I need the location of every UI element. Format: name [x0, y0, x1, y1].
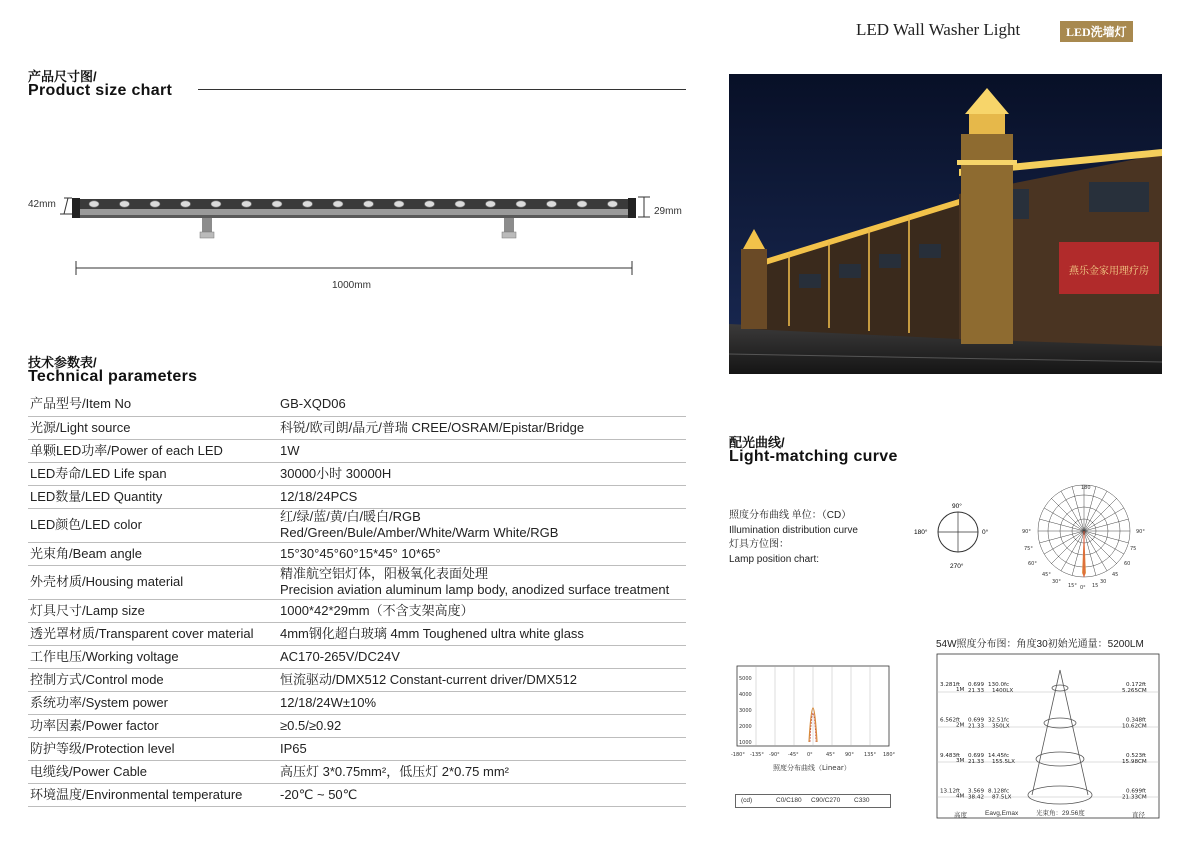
cone-value: 38.42 [968, 794, 985, 801]
linear-ytick: 5000 [739, 676, 752, 682]
param-value [278, 737, 686, 760]
param-row [28, 691, 686, 714]
param-key: 灯具尺寸/Lamp size [28, 599, 278, 622]
polar-label: 45° [1042, 572, 1051, 578]
cone-value: 0.699 [968, 717, 985, 724]
param-key: 光束角/Beam angle [28, 542, 278, 565]
cone-value: 0.523ft [1126, 753, 1147, 759]
param-value-line1: AC170-265V/DC24V [280, 648, 400, 664]
linear-xtick: -90° [769, 752, 780, 758]
param-key: 光源/Light source [28, 416, 278, 439]
polar-label: 0° [1080, 585, 1086, 591]
cone-value: 0.699ft [1126, 788, 1147, 795]
param-value-line1: 4mm钢化超白玻璃 4mm Toughened ultra white glass [280, 625, 584, 641]
param-value [278, 760, 686, 783]
linear-ytick: 3000 [739, 708, 752, 714]
dim-length: 1000mm [332, 280, 371, 291]
curve-heading-cn: 配光曲线/ [729, 435, 785, 450]
param-row [28, 737, 686, 760]
tech-heading-cn: 技术参数表/ [28, 355, 97, 370]
param-value [278, 565, 686, 599]
linear-xtick: 180° [883, 752, 896, 758]
cone-foot-height: 高度 [954, 812, 967, 819]
legend-cd: (cd) [741, 797, 753, 804]
led-dot [303, 201, 313, 207]
param-value-line1: 红/绿/蓝/黄/白/暖白/RGB [280, 509, 421, 524]
param-row [28, 439, 686, 462]
param-key: 防护等级/Protection level [28, 737, 278, 760]
param-value-line1: 科锐/欧司朗/晶元/普瑞 CREE/OSRAM/Epistar/Bridge [280, 419, 585, 435]
param-key: 透光罩材质/Transparent cover material [28, 622, 278, 645]
tech-heading-en: Technical parameters [28, 368, 198, 385]
product-size-heading-en: Product size chart [28, 82, 173, 99]
param-row [28, 462, 686, 485]
cone-value: 2M [956, 722, 965, 729]
param-key: 电缆线/Power Cable [28, 760, 278, 783]
polar-label: 60 [1124, 561, 1131, 567]
legend-c90: C90/C270 [811, 797, 841, 804]
dim-height-left: 42mm [28, 199, 56, 210]
linear-chart [731, 664, 901, 774]
led-dot [516, 201, 526, 207]
param-key: 产品型号/Item No [28, 393, 278, 416]
param-row [28, 542, 686, 565]
cone-value: 21.33 [968, 723, 985, 730]
polar-label: 30° [1052, 579, 1061, 585]
pos-top: 90° [952, 503, 962, 510]
led-dot [547, 201, 557, 207]
cone-value: 87.5LX [992, 794, 1012, 801]
illum-en: Illumination distribution curve [729, 525, 858, 536]
cone-value: 6.562ft [940, 717, 961, 724]
cone-value: 0.172ft [1126, 682, 1147, 688]
param-value [278, 416, 686, 439]
cone-value: 13.12ft [940, 788, 961, 795]
param-key: 功率因素/Power factor [28, 714, 278, 737]
param-key: 工作电压/Working voltage [28, 645, 278, 668]
polar-label: 45 [1112, 572, 1119, 578]
curve-heading-en: Light-matching curve [729, 448, 898, 465]
cone-value: 21.33 [968, 688, 985, 694]
param-value-line1: ≥0.5/≥0.92 [280, 717, 342, 733]
linear-ytick: 4000 [739, 692, 752, 698]
param-value [278, 508, 686, 542]
linear-xtick: 0° [807, 752, 813, 758]
param-value-line1: 1W [280, 442, 300, 458]
linear-xtick: 45° [826, 752, 835, 758]
polar-label: 90° [1136, 529, 1145, 535]
heading-rule [198, 89, 686, 90]
linear-legend [735, 794, 891, 808]
polar-label: 75 [1130, 546, 1137, 552]
param-row [28, 416, 686, 439]
param-key: 环境温度/Environmental temperature [28, 783, 278, 806]
pos-right: 0° [982, 529, 989, 536]
cone-value: 21.33 [968, 759, 985, 765]
polar-spoke [1084, 498, 1117, 531]
param-row [28, 599, 686, 622]
linear-ytick: 2000 [739, 724, 752, 730]
linear-ytick: 1000 [739, 740, 752, 746]
led-dot [425, 201, 435, 207]
cone-value: 1400LX [992, 688, 1014, 694]
param-row [28, 760, 686, 783]
param-key: 外壳材质/Housing material [28, 565, 278, 599]
led-dot [181, 201, 191, 207]
param-value-line1: 12/18/24PCS [280, 488, 358, 504]
legend-c330: C330 [854, 797, 870, 804]
building-photo [729, 74, 1162, 374]
led-dot [211, 201, 221, 207]
cone-value: 3.569 [968, 788, 985, 795]
billboard-text: 燕乐金家用理疗房 [1069, 266, 1149, 277]
pos-bottom: 270° [950, 563, 964, 570]
cone-title: 54W照度分布图：角度30初始光通量：5200LM [936, 639, 1144, 650]
param-value-line1: IP65 [280, 740, 307, 756]
param-value [278, 485, 686, 508]
param-row [28, 622, 686, 645]
pos-left: 180° [914, 529, 928, 536]
cone-value: 3.281ft [940, 682, 961, 688]
led-dot [486, 201, 496, 207]
param-value-line2: Precision aviation aluminum lamp body, anodized surface treatment [280, 582, 670, 597]
param-value-line1: 15°30°45°60°15*45° 10*65° [280, 545, 441, 561]
cone-value: 0.699 [968, 753, 985, 759]
param-value [278, 542, 686, 565]
param-value-line1: 30000小时 30000H [280, 465, 392, 481]
dim-height-right: 29mm [654, 206, 682, 217]
cone-foot-beam: 光束角：29.56度 [1036, 810, 1085, 817]
linear-xtick: 135° [864, 752, 877, 758]
linear-xtick: 90° [845, 752, 854, 758]
product-size-heading-cn: 产品尺寸图/ [28, 69, 97, 84]
cone-chart [936, 652, 1160, 820]
param-value [278, 462, 686, 485]
param-value-line1: 恒流驱动/DMX512 Constant-current driver/DMX512 [280, 671, 577, 687]
param-value [278, 691, 686, 714]
param-row [28, 565, 686, 599]
param-key: 系统功率/System power [28, 691, 278, 714]
cone-value: 8.128fc [988, 788, 1010, 795]
header-tag: LED洗墙灯 [1060, 21, 1133, 42]
param-value-line1: 精准航空铝灯体，阳极氧化表面处理 [280, 566, 489, 581]
cone-value: 0.699 [968, 682, 985, 688]
param-row [28, 714, 686, 737]
param-value-line1: -20℃ ~ 50℃ [280, 786, 358, 802]
led-dot [364, 201, 374, 207]
param-value [278, 393, 686, 416]
param-key: LED寿命/LED Life span [28, 462, 278, 485]
linear-xtick: -45° [788, 752, 799, 758]
cone-value: 350LX [992, 723, 1010, 730]
cone-value: 32.51fc [988, 717, 1010, 724]
polar-spoke [1084, 531, 1117, 564]
param-value [278, 599, 686, 622]
led-dot [394, 201, 404, 207]
param-row [28, 508, 686, 542]
param-value [278, 439, 686, 462]
param-value-line1: 高压灯 3*0.75mm²，低压灯 2*0.75 mm² [280, 763, 509, 779]
cone-value: 0.348ft [1126, 717, 1147, 724]
led-dot [150, 201, 160, 207]
param-value-line1: GB-XQD06 [280, 396, 346, 412]
legend-c0: C0/C180 [776, 797, 802, 804]
linear-xtick: -135° [750, 752, 764, 758]
illum-cn: 照度分布曲线 单位：（CD） [729, 510, 852, 521]
param-key: LED数量/LED Quantity [28, 485, 278, 508]
polar-chart [1020, 483, 1156, 593]
cone-foot-eavg: Eavg,Emax [985, 810, 1019, 817]
param-row [28, 783, 686, 806]
led-dot [272, 201, 282, 207]
polar-label: 75° [1024, 546, 1033, 552]
param-key: 单颗LED功率/Power of each LED [28, 439, 278, 462]
cone-foot-diameter: 直径 [1132, 812, 1145, 819]
param-value [278, 668, 686, 691]
param-value [278, 783, 686, 806]
param-value [278, 645, 686, 668]
lamp-position-chart [910, 498, 992, 570]
header-title: LED Wall Washer Light [856, 20, 1021, 39]
led-dot [242, 201, 252, 207]
polar-spoke [1051, 531, 1084, 564]
led-dot [455, 201, 465, 207]
cone-value: 5.265CM [1122, 688, 1147, 694]
lamp-drawing [20, 185, 700, 295]
polar-label: 15° [1068, 583, 1077, 589]
parameters-table-wrap [28, 393, 686, 807]
parameters-table [28, 393, 686, 807]
cone-value: 21.33CM [1122, 794, 1147, 801]
param-value-line1: 12/18/24W±10% [280, 694, 377, 710]
param-value [278, 714, 686, 737]
param-row [28, 485, 686, 508]
led-dot [577, 201, 587, 207]
param-value-line2: Red/Green/Bule/Amber/White/Warm White/RGB [280, 525, 559, 540]
led-dot [89, 201, 99, 207]
param-row [28, 393, 686, 416]
cone-value: 15.98CM [1122, 759, 1147, 765]
cone-value: 130.0fc [988, 682, 1010, 688]
cone-value: 3M [956, 758, 965, 764]
cone-value: 14.45fc [988, 753, 1010, 759]
polar-label: 30 [1100, 579, 1107, 585]
polar-label: 15 [1092, 583, 1099, 589]
linear-caption: 照度分布曲线（Linear） [773, 764, 851, 772]
led-dot [333, 201, 343, 207]
param-value-line1: 1000*42*29mm（不含支架高度） [280, 602, 474, 618]
param-key: 控制方式/Control mode [28, 668, 278, 691]
linear-xtick: -180° [731, 752, 745, 758]
lamp-en: Lamp position chart: [729, 554, 820, 565]
polar-label: 90° [1022, 529, 1031, 535]
polar-spoke [1051, 498, 1084, 531]
cone-value: 155.5LX [992, 759, 1015, 765]
cone-value: 1M [956, 687, 965, 693]
lamp-cn: 灯具方位图： [729, 539, 789, 550]
param-value [278, 622, 686, 645]
cone-value: 4M [956, 793, 965, 800]
led-dot [608, 201, 618, 207]
polar-label: 180 [1081, 485, 1091, 491]
cone-value: 10.62CM [1122, 723, 1147, 730]
param-key: LED颜色/LED color [28, 508, 278, 542]
polar-label: 60° [1028, 561, 1037, 567]
param-row [28, 645, 686, 668]
param-row [28, 668, 686, 691]
cone-value: 9.483ft [940, 753, 961, 759]
led-dot [120, 201, 130, 207]
